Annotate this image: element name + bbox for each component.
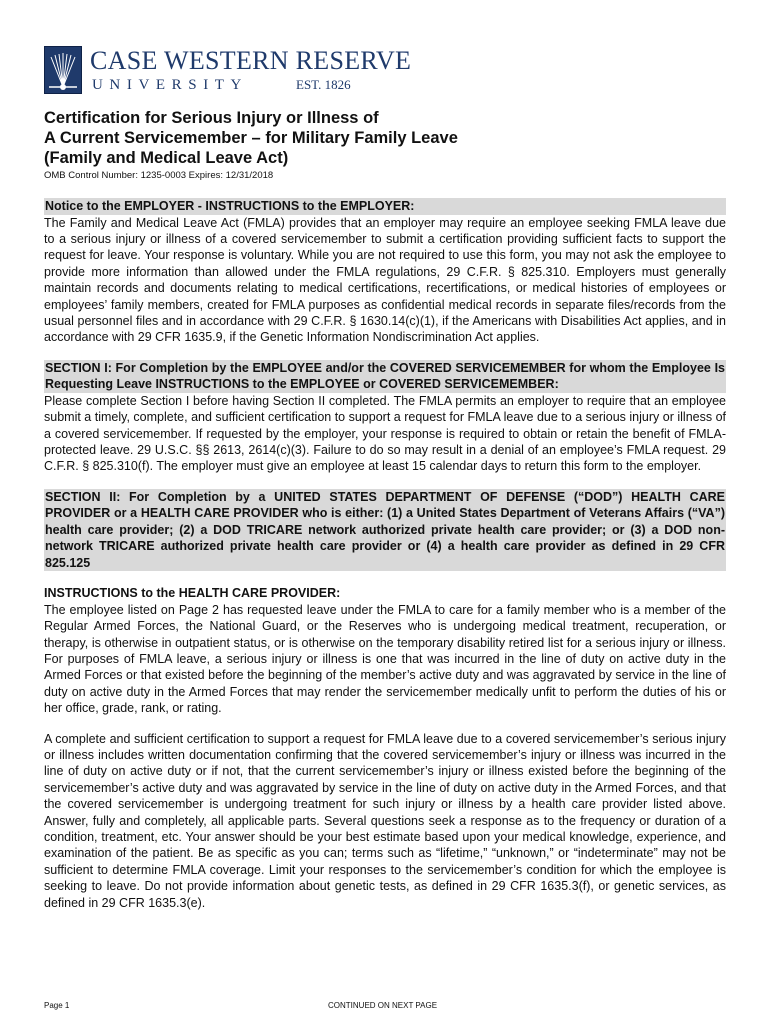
omb-control-number: OMB Control Number: 1235-0003 Expires: 12/31/2018 [44,170,274,181]
university-logo [44,44,726,98]
employer-notice-heading: Notice to the EMPLOYER - INSTRUCTIONS to the EMPLOYER: [44,198,726,215]
section-1-heading: SECTION I: For Completion by the EMPLOYEE and/or the COVERED SERVICEMEMBER for whom the Employee Is Requesting Leave INSTRUCTIONS to the EMPLOYEE or COVERED SERVICEMEMBER: [45,360,725,392]
title-line-1: Certification for Serious Injury or Illness of [44,109,379,127]
page-number: Page 1 [44,1001,70,1010]
section-2-heading: SECTION II: For Completion by a UNITED STATES DEPARTMENT OF DEFENSE (“DOD”) HEALTH CARE PROVIDER or a HEALTH CARE PROVIDER who is either: (1) a United States Department of Veterans Affairs (“VA”) health care provider; (2) a DOD TRICARE network authorized private health care provider; or (3) a DOD non-network TRICARE authorized private health care provider or (4) a health care provider as defined in 29 CFR 825.125 [45,489,725,570]
health-care-provider-instructions-heading: INSTRUCTIONS to the HEALTH CARE PROVIDER: [44,586,341,601]
employer-instructions: The Family and Medical Leave Act (FMLA) provides that an employer may require an employee seeking FMLA leave due to a serious injury or illness of a covered servicemember to submit a certification providing sufficient facts to support the request for leave. Your response is voluntary. While you are not required to use this form, you may not ask the employee to provide more information than allowed under the FMLA regulations, 29 C.F.R. § 825.310. Employers must generally maintain records and documents relating to medical certifications, recertifications, or medical histories of employees or employees’ family members, created for FMLA purposes as confidential medical records in separate files/records from the usual personnel files and in accordance with 29 C.F.R. § 1630.14(c)(1), if the Americans with Disabilities Act applies, and in accordance with 29 CFR 1635.9, if the Genetic Information Nondiscrimination Act applies. [44,215,726,345]
section-2-paragraph-2: A complete and sufficient certification to support a request for FMLA leave due to a covered servicemember’s serious injury or illness includes written documentation confirming that the covered servicemember’s injury or illness was incurred in the line of duty on active duty or if not, that the current servicemember’s injury or illness existed before the beginning of the servicemember’s active duty and was aggravated by service in the line of duty on active duty in the Armed Forces, and that the covered servicemember is undergoing treatment for such injury or illness by a health care provider listed above. Answer, fully and completely, all applicable parts. Several questions seek a response as to the frequency or duration of a condition, treatment, etc. Your answer should be your best estimate based upon your medical knowledge, experience, and examination of the patient. Be as specific as you can; terms such as “lifetime,” “unknown,” or “indeterminate” may not be sufficient to determine FMLA coverage. Limit your responses to the servicemember’s condition for which the employee is seeking to leave. Do not provide information about genetic tests, as defined in 29 CFR 1635.3(f), or genetic services, as defined in 29 CFR 1635.3(e). [44,731,726,910]
university-subtitle: UNIVERSITY [92,77,248,93]
form-title [44,108,726,168]
university-name: CASE WESTERN RESERVE [90,46,412,75]
title-line-3: (Family and Medical Leave Act) [44,149,289,167]
title-line-2: A Current Servicemember – for Military Family Leave [44,129,458,147]
document-page [44,44,726,911]
section-2-paragraph-1: The employee listed on Page 2 has requested leave under the FMLA to care for a family member who is a member of the Regular Armed Forces, the National Guard, or the Reserves who is undergoing medical treatment, recuperation, or therapy, is otherwise in outpatient status, or is otherwise on the temporary disability retired list for a serious injury or illness. For purposes of FMLA leave, a serious injury or illness is one that was incurred in the line of duty on active duty in the Armed Forces or that existed before the beginning of the member’s active duty and was aggravated by service in the line of duty on active duty in the Armed Forces that may render the servicemember medically unfit to perform the duties of his or her office, grade, rank, or rating. [44,602,726,716]
seal-icon [44,46,82,94]
established-year: EST. 1826 [296,77,351,92]
continued-notice: CONTINUED ON NEXT PAGE [328,1001,438,1010]
section-1-instructions: Please complete Section I before having Section II completed. The FMLA permits an employer to require that an employee submit a timely, complete, and sufficient certification to support a request for FMLA leave due to a serious injury or illness of a covered servicemember. If requested by the employer, your response is required to obtain or retain the benefit of FMLA-protected leave. 29 U.S.C. §§ 2613, 2614(c)(3). Failure to do so may result in a denial of an employee’s FMLA request. 29 C.F.R. § 825.310(f). The employer must give an employee at least 15 calendar days to return this form to the employer. [44,393,726,474]
